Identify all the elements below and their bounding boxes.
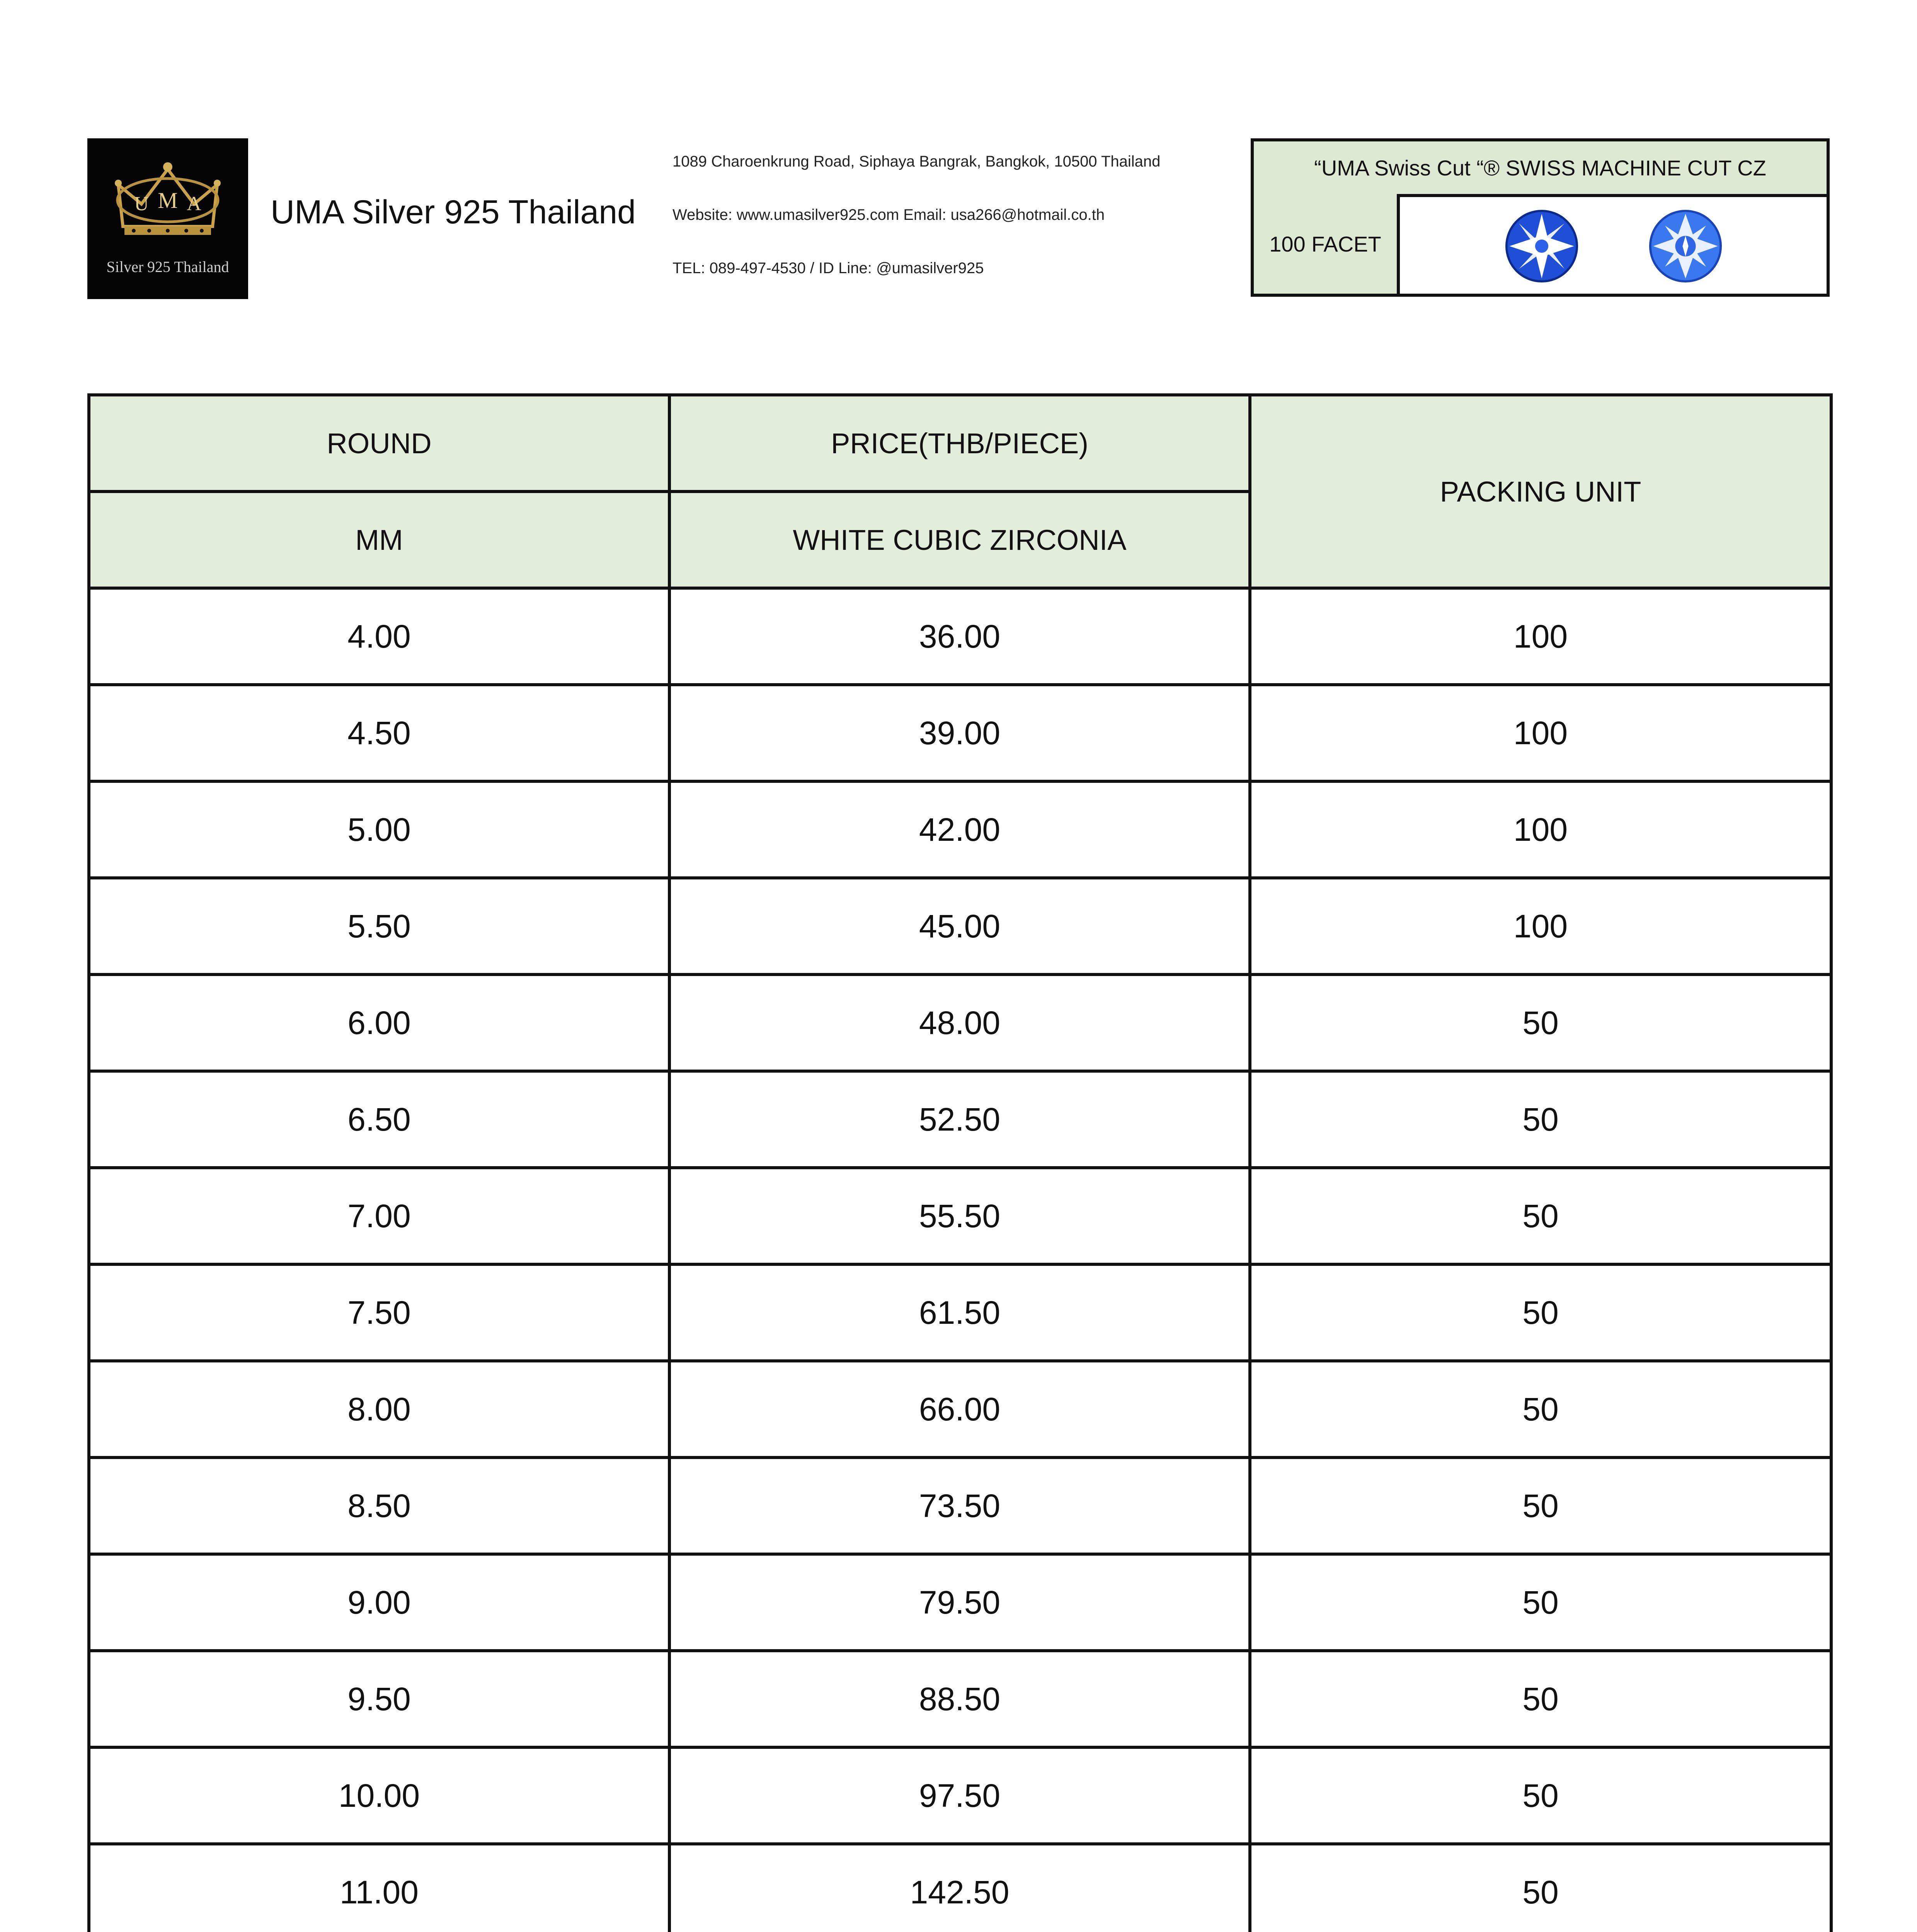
packing-cell: 50 xyxy=(1250,1168,1831,1264)
diamond-icon xyxy=(1505,209,1578,283)
logo-caption: Silver 925 Thailand xyxy=(106,258,229,276)
packing-cell: 50 xyxy=(1250,1361,1831,1458)
company-phone: TEL: 089-497-4530 / ID Line: @umasilver925 xyxy=(672,260,984,277)
product-info-box xyxy=(1251,138,1830,297)
packing-cell: 50 xyxy=(1250,1458,1831,1554)
logo-letter-a: A xyxy=(187,193,201,215)
header-packing-unit: PACKING UNIT xyxy=(1250,395,1831,588)
size-cell: 8.50 xyxy=(89,1458,669,1554)
table-row xyxy=(89,1071,1831,1168)
price-cell: 79.50 xyxy=(669,1554,1250,1651)
price-cell: 97.50 xyxy=(669,1747,1250,1844)
price-table xyxy=(87,393,1833,1932)
facet-label: 100 FACET xyxy=(1254,194,1400,294)
table-row xyxy=(89,1747,1831,1844)
diamond-icon xyxy=(1649,209,1722,283)
price-cell: 55.50 xyxy=(669,1168,1250,1264)
header-mm: MM xyxy=(89,492,669,588)
packing-cell: 50 xyxy=(1250,1651,1831,1747)
price-cell: 88.50 xyxy=(669,1651,1250,1747)
table-row xyxy=(89,1651,1831,1747)
price-cell: 48.00 xyxy=(669,975,1250,1071)
table-row xyxy=(89,1361,1831,1458)
price-cell: 42.00 xyxy=(669,781,1250,878)
product-title: “UMA Swiss Cut “® SWISS MACHINE CUT CZ xyxy=(1254,141,1827,197)
logo-letter-u: U xyxy=(134,193,149,215)
packing-cell: 50 xyxy=(1250,1264,1831,1361)
packing-cell: 100 xyxy=(1250,878,1831,975)
size-cell: 6.00 xyxy=(89,975,669,1071)
packing-cell: 50 xyxy=(1250,975,1831,1071)
table-row xyxy=(89,975,1831,1071)
price-cell: 39.00 xyxy=(669,685,1250,781)
price-cell: 52.50 xyxy=(669,1071,1250,1168)
price-table-body xyxy=(89,588,1831,1932)
table-row xyxy=(89,1554,1831,1651)
size-cell: 7.00 xyxy=(89,1168,669,1264)
packing-cell: 50 xyxy=(1250,1554,1831,1651)
company-web-email: Website: www.umasilver925.com Email: usa266@hotmail.co.th xyxy=(672,206,1105,223)
header-round: ROUND xyxy=(89,395,669,492)
size-cell: 7.50 xyxy=(89,1264,669,1361)
table-row xyxy=(89,1264,1831,1361)
price-cell: 142.50 xyxy=(669,1844,1250,1932)
logo-letter-m: M xyxy=(158,188,178,213)
packing-cell: 100 xyxy=(1250,685,1831,781)
packing-cell: 50 xyxy=(1250,1071,1831,1168)
table-row xyxy=(89,588,1831,685)
company-logo xyxy=(87,138,248,299)
header-white-cz: WHITE CUBIC ZIRCONIA xyxy=(669,492,1250,588)
size-cell: 9.50 xyxy=(89,1651,669,1747)
size-cell: 8.00 xyxy=(89,1361,669,1458)
packing-cell: 50 xyxy=(1250,1844,1831,1932)
size-cell: 9.00 xyxy=(89,1554,669,1651)
table-row xyxy=(89,1458,1831,1554)
size-cell: 10.00 xyxy=(89,1747,669,1844)
size-cell: 6.50 xyxy=(89,1071,669,1168)
company-name: UMA Silver 925 Thailand xyxy=(271,194,636,231)
price-cell: 36.00 xyxy=(669,588,1250,685)
table-row xyxy=(89,1168,1831,1264)
packing-cell: 100 xyxy=(1250,781,1831,878)
size-cell: 5.50 xyxy=(89,878,669,975)
price-cell: 61.50 xyxy=(669,1264,1250,1361)
packing-cell: 50 xyxy=(1250,1747,1831,1844)
crown-logo-icon xyxy=(87,138,248,299)
price-cell: 66.00 xyxy=(669,1361,1250,1458)
packing-cell: 100 xyxy=(1250,588,1831,685)
table-row xyxy=(89,781,1831,878)
size-cell: 4.00 xyxy=(89,588,669,685)
header-price: PRICE(THB/PIECE) xyxy=(669,395,1250,492)
company-address: 1089 Charoenkrung Road, Siphaya Bangrak, Bangkok, 10500 Thailand xyxy=(672,153,1161,170)
table-row xyxy=(89,1844,1831,1932)
table-row xyxy=(89,878,1831,975)
price-cell: 73.50 xyxy=(669,1458,1250,1554)
size-cell: 5.00 xyxy=(89,781,669,878)
size-cell: 4.50 xyxy=(89,685,669,781)
price-cell: 45.00 xyxy=(669,878,1250,975)
table-row xyxy=(89,685,1831,781)
size-cell: 11.00 xyxy=(89,1844,669,1932)
